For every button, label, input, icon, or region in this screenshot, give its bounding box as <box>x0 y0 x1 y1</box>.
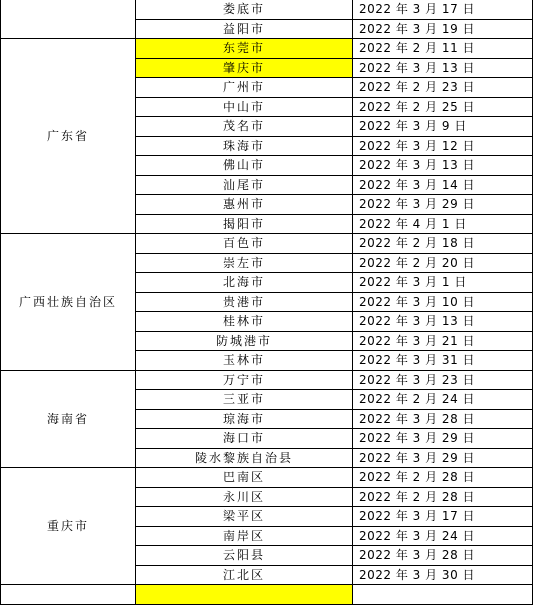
province-cell[interactable]: 广西壮族自治区 <box>1 234 136 371</box>
city-cell[interactable]: 北海市 <box>136 273 353 293</box>
date-cell[interactable]: 2022 年 3 月 29 日 <box>353 429 533 449</box>
date-cell[interactable]: 2022 年 3 月 23 日 <box>353 370 533 390</box>
table-row-partial <box>1 585 533 605</box>
province-cell[interactable]: 广东省 <box>1 39 136 234</box>
date-cell[interactable]: 2022 年 3 月 24 日 <box>353 526 533 546</box>
date-cell[interactable]: 2022 年 3 月 21 日 <box>353 331 533 351</box>
province-cell[interactable] <box>1 0 136 39</box>
date-cell[interactable]: 2022 年 3 月 30 日 <box>353 565 533 585</box>
province-cell[interactable]: 重庆市 <box>1 468 136 585</box>
date-cell[interactable]: 2022 年 2 月 28 日 <box>353 468 533 488</box>
table-row <box>1 370 533 390</box>
city-cell[interactable]: 万宁市 <box>136 370 353 390</box>
date-cell[interactable]: 2022 年 2 月 20 日 <box>353 253 533 273</box>
city-cell[interactable]: 广州市 <box>136 78 353 98</box>
table-row <box>1 468 533 488</box>
date-cell[interactable]: 2022 年 3 月 28 日 <box>353 546 533 566</box>
city-cell[interactable]: 云阳县 <box>136 546 353 566</box>
city-cell[interactable]: 玉林市 <box>136 351 353 371</box>
city-cell[interactable]: 娄底市 <box>136 0 353 19</box>
date-cell[interactable]: 2022 年 3 月 29 日 <box>353 448 533 468</box>
city-cell[interactable]: 陵水黎族自治县 <box>136 448 353 468</box>
date-cell[interactable]: 2022 年 3 月 31 日 <box>353 351 533 371</box>
date-cell[interactable] <box>353 585 533 605</box>
date-cell[interactable]: 2022 年 3 月 17 日 <box>353 507 533 527</box>
city-cell[interactable]: 中山市 <box>136 97 353 117</box>
city-cell[interactable]: 汕尾市 <box>136 175 353 195</box>
date-cell[interactable]: 2022 年 3 月 1 日 <box>353 273 533 293</box>
date-cell[interactable]: 2022 年 3 月 9 日 <box>353 117 533 137</box>
date-cell[interactable]: 2022 年 3 月 13 日 <box>353 156 533 176</box>
table-row <box>1 234 533 254</box>
city-cell[interactable]: 益阳市 <box>136 19 353 39</box>
city-cell[interactable]: 梁平区 <box>136 507 353 527</box>
city-cell[interactable]: 贵港市 <box>136 292 353 312</box>
province-cell[interactable]: 海南省 <box>1 370 136 468</box>
city-cell[interactable] <box>136 585 353 605</box>
table-row <box>1 0 533 19</box>
date-cell[interactable]: 2022 年 3 月 10 日 <box>353 292 533 312</box>
city-cell[interactable]: 巴南区 <box>136 468 353 488</box>
city-cell[interactable]: 海口市 <box>136 429 353 449</box>
date-cell[interactable]: 2022 年 3 月 19 日 <box>353 19 533 39</box>
city-cell[interactable]: 惠州市 <box>136 195 353 215</box>
city-cell[interactable]: 江北区 <box>136 565 353 585</box>
city-cell[interactable]: 肇庆市 <box>136 58 353 78</box>
date-cell[interactable]: 2022 年 4 月 1 日 <box>353 214 533 234</box>
date-cell[interactable]: 2022 年 2 月 28 日 <box>353 487 533 507</box>
date-cell[interactable]: 2022 年 2 月 23 日 <box>353 78 533 98</box>
city-cell[interactable]: 永川区 <box>136 487 353 507</box>
city-cell[interactable]: 珠海市 <box>136 136 353 156</box>
date-cell[interactable]: 2022 年 2 月 11 日 <box>353 39 533 59</box>
city-cell[interactable]: 东莞市 <box>136 39 353 59</box>
city-cell[interactable]: 百色市 <box>136 234 353 254</box>
date-cell[interactable]: 2022 年 3 月 13 日 <box>353 312 533 332</box>
city-cell[interactable]: 防城港市 <box>136 331 353 351</box>
city-cell[interactable]: 桂林市 <box>136 312 353 332</box>
city-cell[interactable]: 三亚市 <box>136 390 353 410</box>
city-cell[interactable]: 琼海市 <box>136 409 353 429</box>
city-cell[interactable]: 崇左市 <box>136 253 353 273</box>
date-cell[interactable]: 2022 年 3 月 14 日 <box>353 175 533 195</box>
date-cell[interactable]: 2022 年 3 月 13 日 <box>353 58 533 78</box>
date-cell[interactable]: 2022 年 3 月 29 日 <box>353 195 533 215</box>
date-cell[interactable]: 2022 年 3 月 17 日 <box>353 0 533 19</box>
province-cell[interactable] <box>1 585 136 605</box>
table-row <box>1 39 533 59</box>
date-cell[interactable]: 2022 年 3 月 12 日 <box>353 136 533 156</box>
date-cell[interactable]: 2022 年 3 月 28 日 <box>353 409 533 429</box>
date-cell[interactable]: 2022 年 2 月 24 日 <box>353 390 533 410</box>
city-cell[interactable]: 茂名市 <box>136 117 353 137</box>
table-body <box>1 0 533 604</box>
city-cell[interactable]: 南岸区 <box>136 526 353 546</box>
date-cell[interactable]: 2022 年 2 月 25 日 <box>353 97 533 117</box>
date-cell[interactable]: 2022 年 2 月 18 日 <box>353 234 533 254</box>
city-cell[interactable]: 揭阳市 <box>136 214 353 234</box>
city-cell[interactable]: 佛山市 <box>136 156 353 176</box>
